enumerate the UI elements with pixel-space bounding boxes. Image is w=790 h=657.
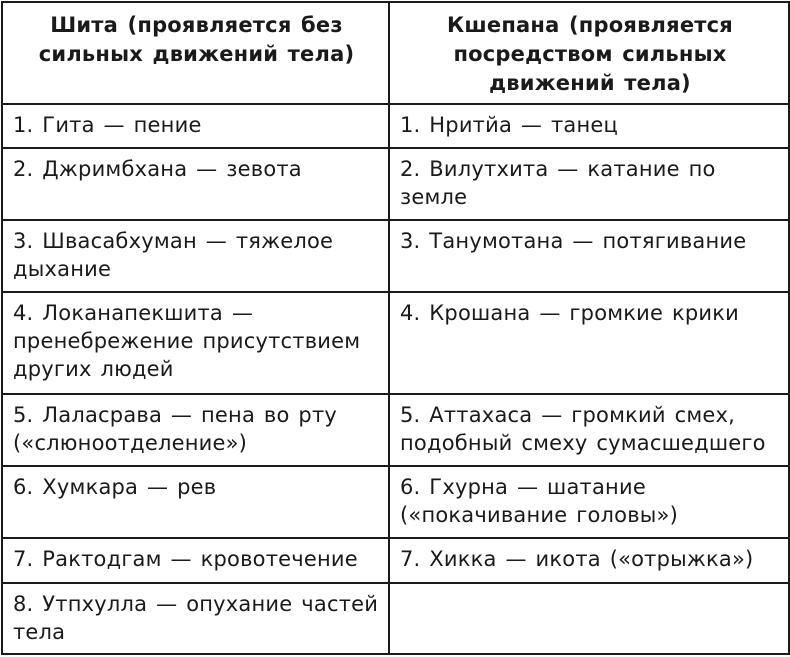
table-row [2,104,789,148]
header-shita: Шита (проявляется без сильных движений тела) [2,2,389,104]
cell-shita: 7. Рактодгам — кровотечение [2,538,389,583]
cell-shita: 5. Лаласрава — пена во рту («слюноотделение») [2,394,389,466]
cell-shita: 1. Гита — пение [2,104,389,148]
cell-shita: 8. Утпхулла — опухание частей тела [2,583,389,654]
table-row [2,292,789,394]
cell-kshepana: 1. Нритйа — танец [389,104,789,148]
cell-kshepana: 2. Вилутхита — катание по земле [389,148,789,220]
table-row [2,583,789,654]
table-row [2,394,789,466]
cell-kshepana: 6. Гхурна — шатание («покачивание головы») [389,466,789,538]
cell-kshepana: 5. Аттахаса — громкий смех, подобный смеху сумасшедшего [389,394,789,466]
cell-kshepana: 7. Хикка — икота («отрыжка») [389,538,789,583]
header-kshepana: Кшепана (проявляется посредством сильных движений тела) [389,2,789,104]
table-row [2,220,789,292]
header-row [2,2,789,104]
cell-shita: 6. Хумкара — рев [2,466,389,538]
comparison-table [1,1,790,655]
cell-kshepana-empty [389,583,789,654]
table-row [2,148,789,220]
table-row [2,466,789,538]
cell-shita: 3. Швасабхуман — тяжелое дыхание [2,220,389,292]
cell-shita: 4. Локанапекшита — пренебрежение присутствием других людей [2,292,389,394]
cell-kshepana: 3. Танумотана — потягивание [389,220,789,292]
cell-shita: 2. Джримбхана — зевота [2,148,389,220]
cell-kshepana: 4. Крошана — громкие крики [389,292,789,394]
table-row [2,538,789,583]
